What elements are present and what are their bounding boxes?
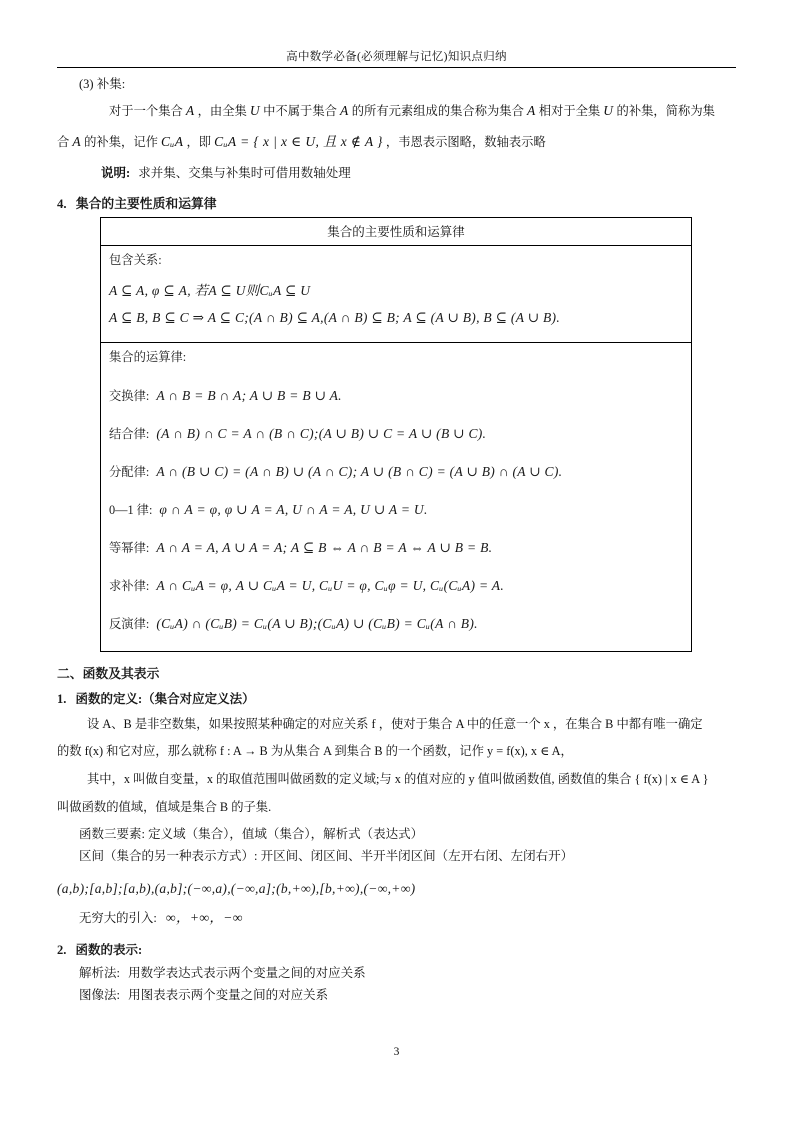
law-formula: (CᵤA) ∩ (CᵤB) = Cᵤ(A ∪ B);(CᵤA) ∪ (CᵤB) = Cᵤ(A ∩ B).: [156, 615, 478, 631]
law-formula: A ∩ B = B ∩ A; A ∪ B = B ∪ A.: [156, 387, 342, 403]
text-frag: 的补集，记作: [84, 134, 158, 149]
properties-section-heading: [57, 193, 736, 212]
table-row: [101, 217, 692, 245]
method-description: 用数学表达式表示两个变量之间的对应关系: [128, 965, 366, 980]
math-complement-definition: CᵤA = { x | x ∈ U, 且 x ∉ A }: [214, 133, 383, 149]
infinity-introduction: [79, 908, 736, 929]
table-caption-cell: [101, 217, 692, 245]
law-row-distributive: [109, 460, 683, 485]
set-properties-table: [100, 217, 692, 652]
infinity-formula: ∞，+∞，−∞: [165, 909, 243, 925]
infinity-label: 无穷大的引入:: [79, 910, 157, 925]
subsection-title: 函数的表示:: [75, 942, 143, 957]
header-divider-rule: [57, 67, 736, 68]
table-row: [101, 245, 692, 343]
law-formula: A ∩ CᵤA = φ, A ∪ CᵤA = U, CᵤU = φ, Cᵤφ = U, Cᵤ(CᵤA) = A.: [156, 577, 505, 593]
law-name: 求补律:: [109, 578, 150, 593]
text-frag: 的所有元素组成的集合称为集合: [351, 104, 524, 119]
function-definition-paragraph-2: 的数 f(x) 和它对应，那么就称 f : A → B 为从集合 A 到集合 B 的一个函数，记作 y = f(x), x ∈ A，: [57, 744, 573, 759]
text-frag: 合: [57, 134, 70, 149]
complement-note: [101, 164, 736, 183]
inclusion-relations-cell: [101, 245, 692, 343]
page-number: 3: [393, 1046, 400, 1058]
interval-description: 区间（集合的另一种表示方式）: 开区间、闭区间、半开半闭区间（左开右闭、左闭右开）: [79, 849, 574, 864]
text-frag: 相对于全集: [538, 104, 601, 119]
law-row-complement: [109, 574, 683, 599]
subsection-title: 函数的定义:（集合对应定义法）: [75, 691, 255, 706]
table-caption: 集合的主要性质和运算律: [327, 224, 465, 239]
text-frag: 对于一个集合: [109, 104, 183, 119]
inclusion-label: 包含关系:: [109, 252, 162, 267]
law-row-commutative: [109, 384, 683, 409]
law-formula: φ ∩ A = φ, φ ∪ A = A, U ∩ A = A, U ∪ A = U.: [159, 501, 428, 517]
math-symbol-A: A: [72, 133, 82, 149]
page-content: [57, 48, 736, 1007]
interval-notation-formula: (a,b);[a,b];[a,b),(a,b];(−∞,a),(−∞,a];(b,+∞),[b,+∞),(−∞,+∞): [57, 880, 416, 896]
math-symbol-A: A: [185, 103, 195, 119]
subsection-number: 2.: [57, 942, 67, 957]
method-name: 图像法:: [79, 988, 120, 1003]
law-name: 分配律:: [109, 464, 150, 479]
law-row-idempotent: [109, 536, 683, 561]
text-frag: 的补集，简称为集: [616, 104, 715, 119]
text-frag: ，即: [186, 134, 212, 149]
function-definition-paragraph-3: 其中，x 叫做自变量，x 的取值范围叫做函数的定义域;与 x 的值对应的 y 值叫做函数值, 函数值的集合 { f(x) | x ∈ A }: [87, 771, 709, 786]
function-representation-heading: [57, 940, 736, 958]
function-definition-paragraph-1: 设 A、B 是非空数集，如果按照某种确定的对应关系 f ，使对于集合 A 中的任意一个 x ，在集合 B 中都有唯一确定: [87, 716, 703, 731]
laws-block: [101, 343, 691, 650]
law-row-demorgan: [109, 612, 683, 637]
complement-paragraph-line2: [57, 127, 736, 157]
law-row-identity: [109, 498, 683, 523]
section-title: 集合的主要性质和运算律: [75, 196, 217, 211]
math-symbol-U: U: [249, 103, 261, 119]
math-complement-notation: CᵤA: [161, 133, 184, 149]
law-formula: (A ∩ B) ∩ C = A ∩ (B ∩ C);(A ∪ B) ∪ C = A ∪ (B ∪ C).: [156, 425, 487, 441]
law-name: 等幂律:: [109, 540, 150, 555]
running-header: 高中数学必备(必须理解与记忆)知识点归纳: [286, 51, 507, 63]
representation-method-graphic: [79, 984, 736, 1007]
inclusion-formula: A ⊆ B, B ⊆ C ⇒ A ⊆ C;(A ∩ B) ⊆ A,(A ∩ B) ⊆ B; A ⊆ (A ∪ B), B ⊆ (A ∪ B).: [109, 310, 561, 326]
subsection-number: 1.: [57, 691, 67, 706]
text-frag: ，韦恩表示图略，数轴表示略: [385, 134, 546, 149]
laws-label: 集合的运算律:: [109, 350, 187, 365]
law-name: 反演律:: [109, 616, 150, 631]
function-chapter-heading: 二、函数及其表示: [57, 666, 160, 681]
function-definition-heading: [57, 689, 736, 707]
inclusion-formula: A ⊆ A, φ ⊆ A, 若A ⊆ U则CᵤA ⊆ U: [109, 283, 311, 299]
law-formula: A ∩ A = A, A ∪ A = A; A ⊆ B ⇔ A ∩ B = A ⇔ A ∪ B = B.: [156, 539, 493, 555]
law-formula: A ∩ (B ∪ C) = (A ∩ B) ∪ (A ∩ C); A ∪ (B ∩ C) = (A ∪ B) ∩ (A ∪ C).: [156, 463, 563, 479]
complement-heading: (3) 补集:: [79, 77, 126, 91]
function-definition-paragraph-4: 叫做函数的值域，值域是集合 B 的子集.: [57, 799, 272, 814]
inclusion-block: [101, 246, 691, 343]
section-number: 4.: [57, 196, 67, 211]
text-frag: ，由全集: [197, 104, 247, 119]
table-row: [101, 343, 692, 651]
complement-paragraph-line1: [79, 96, 736, 126]
note-text: 求并集、交集与补集时可借用数轴处理: [138, 166, 351, 181]
method-description: 用图表表示两个变量之间的对应关系: [128, 988, 329, 1003]
inclusion-formula-list: [109, 279, 683, 331]
law-row-associative: [109, 422, 683, 447]
operation-laws-cell: [101, 343, 692, 651]
math-symbol-A: A: [526, 103, 536, 119]
function-three-elements: 函数三要素: 定义域（集合），值域（集合），解析式（表达式）: [79, 827, 424, 842]
note-label: 说明:: [101, 166, 131, 181]
math-symbol-U: U: [603, 103, 614, 119]
law-name: 交换律:: [109, 388, 150, 403]
math-symbol-A: A: [340, 103, 349, 119]
law-name: 结合律:: [109, 426, 150, 441]
method-name: 解析法:: [79, 965, 120, 980]
text-frag: 中不属于集合: [263, 104, 337, 119]
law-name: 0—1 律:: [109, 502, 153, 517]
representation-method-analytic: [79, 962, 736, 985]
